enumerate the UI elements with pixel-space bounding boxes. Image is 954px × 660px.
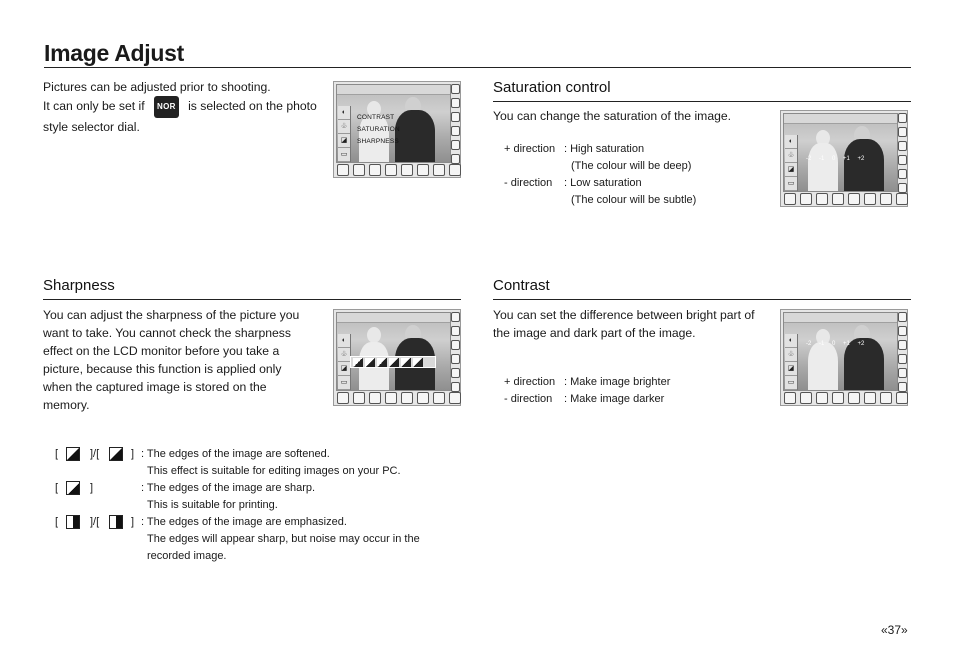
saturation-desc: You can change the saturation of the image.	[493, 109, 732, 123]
lcd-menu-list: CONTRAST SATURATION SHARPNESS	[357, 114, 400, 145]
sharpness-paragraph: You can adjust the sharpness of the picture you want to take. You cannot check the sharpness effect on the LCD monitor before you take a picture, because this function is applied only when the captured image is stored on the memory.	[43, 308, 300, 412]
saturation-icon: ♧	[338, 120, 350, 134]
menu-icon: ▭	[338, 148, 350, 162]
sharpness-icon: ◪	[785, 362, 797, 376]
sharpness-rule	[43, 299, 461, 300]
sharpness-icon: ◪	[338, 362, 350, 376]
saturation-icon: ♧	[338, 348, 350, 362]
saturation-rule	[493, 101, 911, 102]
sharpness-icon: ◪	[785, 163, 797, 177]
saturation-icon: ♧	[785, 348, 797, 362]
page-title: Image Adjust	[44, 40, 184, 66]
lcd-screen	[336, 84, 451, 163]
contrast-rule	[493, 299, 911, 300]
vivid-sharpness-icon	[66, 515, 80, 529]
sharpness-title: Sharpness	[43, 277, 115, 294]
lcd-screen	[336, 312, 451, 391]
sharpness-option-icon	[401, 358, 411, 367]
soft-sharpness-icon	[66, 447, 80, 461]
contrast-icon: ◐	[785, 334, 797, 348]
saturation-icon: ♧	[785, 149, 797, 163]
menu-icon: ▭	[785, 376, 797, 390]
menu-icon: ▭	[785, 177, 797, 191]
contrast-icon: ◐	[338, 106, 350, 120]
sharpness-option-strip	[350, 356, 436, 368]
saturation-scale: -2 -1 0 +1 +2	[806, 156, 865, 162]
sharpness-option-icon	[353, 358, 363, 367]
vivid-plus-sharpness-icon	[109, 515, 123, 529]
intro-line-1: Pictures can be adjusted prior to shooting.	[43, 80, 271, 94]
saturation-title: Saturation control	[493, 79, 611, 96]
sharpness-icon: ◪	[338, 134, 350, 148]
intro-text	[43, 78, 328, 136]
contrast-directions: + direction : Make image brighter - direction : Make image darker	[504, 376, 671, 405]
contrast-icon: ◐	[338, 334, 350, 348]
contrast-paragraph: You can set the difference between bright part of the image and dark part of the image.	[493, 308, 755, 340]
lcd-menu-icons	[338, 106, 351, 162]
sharpness-item-vivid: [ ]/[ ] : The edges of the image are emphasized.	[55, 516, 347, 528]
intro-line-3: style selector dial.	[43, 120, 140, 134]
contrast-title: Contrast	[493, 277, 550, 294]
sharpness-option-icon	[377, 358, 387, 367]
person-body	[395, 110, 435, 162]
sharpness-item-normal: [ ] : The edges of the image are sharp.	[55, 482, 316, 494]
sharpness-option-icon	[413, 358, 423, 367]
page-number: «37»	[881, 623, 908, 637]
menu-icon: ▭	[338, 376, 350, 390]
lcd-screen	[783, 312, 898, 391]
sharpness-items: [ ]/[ ] : The edges of the image are softened. This effect is suitable for editing images on your PC. [ ] : The edges of the image are sharp. This is suitable for printing. [ ]/[ ] : The edges of the image are emphasized. The edges will appear sharp, but noise may occur in the recorded image.	[55, 446, 455, 565]
sharpness-option-icon	[389, 358, 399, 367]
saturation-directions: + direction : High saturation (The colour will be deep) - direction : Low saturation (The colour will be subtle)	[504, 143, 697, 206]
contrast-scale: -2 -1 0 +1 +2	[806, 341, 865, 347]
sharpness-option-icon	[365, 358, 375, 367]
sharpness-lcd-screenshot	[333, 309, 461, 406]
soft-plus-sharpness-icon	[109, 447, 123, 461]
normal-sharpness-icon	[66, 481, 80, 495]
nor-icon: NOR	[154, 96, 179, 118]
intro-line-2: It can only be set if NOR is selected on the photo	[43, 96, 328, 118]
title-rule	[44, 67, 911, 68]
lcd-screen	[783, 113, 898, 192]
sharpness-item-soft: [ ]/[ ] : The edges of the image are softened.	[55, 448, 330, 460]
contrast-lcd-screenshot	[780, 309, 908, 406]
contrast-icon: ◐	[785, 135, 797, 149]
saturation-lcd-screenshot	[780, 110, 908, 207]
intro-lcd-screenshot	[333, 81, 461, 178]
